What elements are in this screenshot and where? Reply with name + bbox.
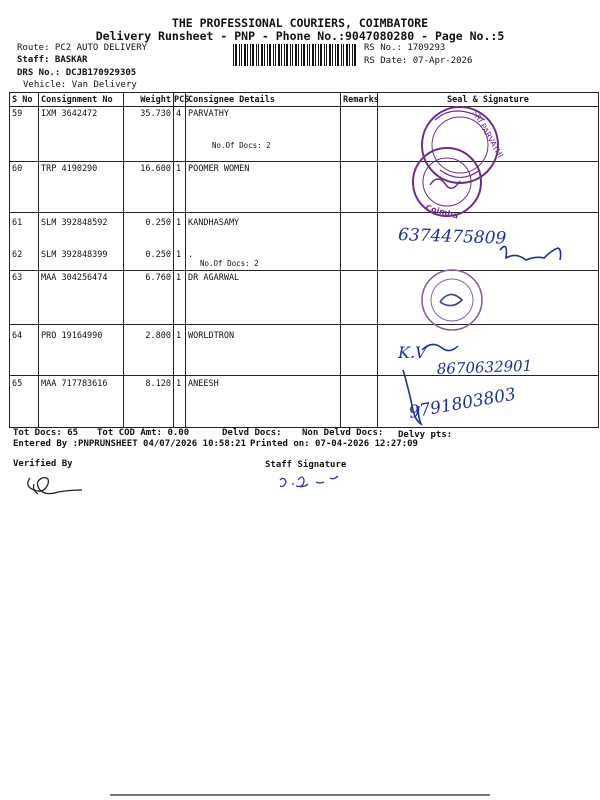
row-consignment: SLM 392848399 bbox=[39, 248, 124, 271]
col-remarks: Remarks bbox=[341, 93, 378, 107]
barcode-bar bbox=[278, 44, 280, 66]
col-weight: Weight bbox=[124, 93, 174, 107]
row-pcs: 1 bbox=[174, 271, 186, 325]
row-pcs: 1 bbox=[174, 248, 186, 271]
printed-on: Printed on: 07-04-2026 12:27:09 bbox=[250, 439, 418, 449]
rs-date: RS Date: 07-Apr-2026 bbox=[364, 56, 473, 66]
barcode-bar bbox=[286, 44, 288, 66]
row-sno: 61 bbox=[10, 213, 39, 248]
row-remarks bbox=[341, 325, 378, 376]
stamp-bottom-text: Coimba bbox=[424, 203, 460, 221]
table-row bbox=[10, 325, 599, 376]
row-consignment: MAA 717783616 bbox=[39, 376, 124, 428]
barcode-bar bbox=[303, 44, 305, 66]
row-pcs: 4 bbox=[174, 107, 186, 162]
barcode-bar bbox=[241, 44, 242, 66]
barcode-bar bbox=[281, 44, 282, 66]
delivered-docs: Delvd Docs: bbox=[222, 428, 282, 438]
row-seal bbox=[378, 325, 599, 376]
barcode-bar bbox=[298, 44, 299, 66]
row-consignment: PRO 19164990 bbox=[39, 325, 124, 376]
row-consignee bbox=[186, 248, 341, 271]
barcode-bar bbox=[267, 44, 268, 66]
barcode-bar bbox=[233, 44, 234, 66]
barcode-bar bbox=[244, 44, 246, 66]
row-remarks bbox=[341, 248, 378, 271]
col-sno: S No bbox=[10, 93, 39, 107]
table-row bbox=[10, 271, 599, 325]
barcode-bar bbox=[337, 44, 339, 66]
col-seal-signature: Seal & Signature bbox=[378, 93, 599, 107]
barcode-bar bbox=[256, 44, 257, 66]
vehicle-label: Vehicle: Van Delivery bbox=[23, 80, 137, 90]
table-header-row bbox=[10, 93, 599, 107]
row-remarks bbox=[341, 213, 378, 248]
barcode-bar bbox=[261, 44, 263, 66]
handwritten-phone-3: 9791803803 bbox=[407, 384, 518, 423]
row-consignment: MAA 304256474 bbox=[39, 271, 124, 325]
route-label: Route: PC2 AUTO DELIVERY bbox=[17, 43, 148, 53]
row-sno: 64 bbox=[10, 325, 39, 376]
barcode-bar bbox=[326, 44, 327, 66]
barcode-bar bbox=[235, 44, 237, 66]
drs-label: DRS No.: DCJB170929305 bbox=[17, 68, 137, 78]
total-docs: Tot Docs: 65 bbox=[13, 428, 79, 438]
row-remarks bbox=[341, 107, 378, 162]
staff-signature bbox=[280, 476, 338, 487]
runsheet-subtitle: Delivery Runsheet - PNP - Phone No.:9047080280 - Page No.:5 bbox=[95, 29, 505, 43]
row-sno: 63 bbox=[10, 271, 39, 325]
col-pcs: PCS bbox=[174, 94, 190, 105]
row-pcs: 1 bbox=[174, 162, 186, 213]
row-consignee: POOMER WOMEN bbox=[186, 162, 341, 213]
docs-count: No.Of Docs: 2 bbox=[212, 141, 271, 150]
verified-signature bbox=[28, 478, 82, 494]
barcode-bar bbox=[284, 44, 285, 66]
table-row bbox=[10, 376, 599, 428]
table-row bbox=[10, 107, 599, 162]
row-consignee: DR AGARWAL bbox=[186, 271, 341, 325]
barcode-bar bbox=[290, 44, 291, 66]
barcode-bar bbox=[324, 44, 325, 66]
row-consignment: TRP 4190290 bbox=[39, 162, 124, 213]
row-seal bbox=[378, 107, 599, 162]
barcode-bar bbox=[264, 44, 265, 66]
staff-signature-label: Staff Signature bbox=[265, 460, 347, 470]
row-weight: 16.600 bbox=[124, 162, 174, 213]
barcode-bar bbox=[341, 44, 342, 66]
row-weight: 6.760 bbox=[124, 271, 174, 325]
row-seal bbox=[378, 376, 599, 428]
row-consignee: KANDHASAMY bbox=[186, 213, 341, 248]
docs-count: No.Of Docs: 2 bbox=[200, 258, 259, 268]
barcode-bar bbox=[301, 44, 302, 66]
row-remarks bbox=[341, 271, 378, 325]
col-consignee: Consignee Details bbox=[186, 93, 341, 107]
handwritten-sig-kv: K.V bbox=[398, 343, 427, 362]
barcode-bar bbox=[349, 44, 350, 66]
delivery-points: Delvy pts: bbox=[398, 430, 453, 440]
barcode-bar bbox=[307, 44, 308, 66]
barcode-bar bbox=[318, 44, 319, 66]
barcode-bar bbox=[352, 44, 353, 66]
barcode-bar bbox=[273, 44, 274, 66]
verified-by-label: Verified By bbox=[13, 459, 73, 469]
row-weight: 0.250 bbox=[124, 248, 174, 271]
row-remarks bbox=[341, 162, 378, 213]
barcode-bar bbox=[312, 44, 314, 66]
rs-number: RS No.: 1709293 bbox=[364, 43, 446, 53]
consignee-name: PARVATHY bbox=[188, 109, 229, 119]
barcode-bar bbox=[258, 44, 259, 66]
barcode-bar bbox=[329, 44, 331, 66]
barcode-bar bbox=[309, 44, 310, 66]
row-consignment: SLM 392848592 bbox=[39, 213, 124, 248]
table-row bbox=[10, 248, 599, 271]
row-consignee bbox=[186, 107, 341, 162]
row-seal bbox=[378, 162, 599, 213]
row-pcs: 1 bbox=[174, 325, 186, 376]
total-cod: Tot COD Amt: 0.00 bbox=[97, 428, 190, 438]
handwritten-phone-1: 6374475809 bbox=[397, 225, 507, 249]
non-delivered-docs: Non Delvd Docs: bbox=[302, 428, 384, 438]
row-seal bbox=[378, 271, 599, 325]
consignee-name: . bbox=[188, 249, 194, 260]
row-weight: 8.120 bbox=[124, 376, 174, 428]
row-sno: 62 bbox=[10, 248, 39, 271]
barcode-bar bbox=[239, 44, 240, 66]
table-row bbox=[10, 213, 599, 248]
row-seal bbox=[378, 213, 599, 248]
stamp-ring-text: SRI PARVATHI bbox=[470, 108, 505, 160]
row-sno: 59 bbox=[10, 107, 39, 162]
barcode-bar bbox=[247, 44, 248, 66]
entered-by: Entered By :PNPRUNSHEET 04/07/2026 10:58:21 bbox=[13, 439, 246, 449]
table-row bbox=[10, 162, 599, 213]
handwritten-phone-2: 8670632901 bbox=[436, 356, 533, 378]
row-weight: 35.730 bbox=[124, 107, 174, 162]
staff-label: Staff: BASKAR bbox=[17, 55, 88, 65]
row-consignee: ANEESH bbox=[186, 376, 341, 428]
row-weight: 2.800 bbox=[124, 325, 174, 376]
barcode-bar bbox=[292, 44, 293, 66]
barcode-bar bbox=[346, 44, 348, 66]
barcode-bar bbox=[335, 44, 336, 66]
barcode-bar bbox=[332, 44, 333, 66]
row-consignee: WORLDTRON bbox=[186, 325, 341, 376]
row-sno: 60 bbox=[10, 162, 39, 213]
row-pcs: 1 bbox=[174, 213, 186, 248]
barcode-bar bbox=[295, 44, 297, 66]
row-sno: 65 bbox=[10, 376, 39, 428]
barcode-bar bbox=[343, 44, 344, 66]
barcode-bar bbox=[320, 44, 322, 66]
barcode-image bbox=[232, 44, 358, 66]
barcode-bar bbox=[252, 44, 254, 66]
barcode-bar bbox=[250, 44, 251, 66]
runsheet-table bbox=[9, 92, 599, 428]
barcode-bar bbox=[354, 44, 356, 66]
company-title: THE PROFESSIONAL COURIERS, COIMBATORE bbox=[171, 16, 429, 30]
barcode-bar bbox=[269, 44, 271, 66]
row-consignment: IXM 3642472 bbox=[39, 107, 124, 162]
row-pcs: 1 bbox=[174, 376, 186, 428]
bottom-border-line bbox=[110, 794, 490, 796]
col-consignment: Consignment No bbox=[39, 93, 124, 107]
row-seal bbox=[378, 248, 599, 271]
row-remarks bbox=[341, 376, 378, 428]
barcode-bar bbox=[315, 44, 316, 66]
row-weight: 0.250 bbox=[124, 213, 174, 248]
barcode-bar bbox=[275, 44, 276, 66]
